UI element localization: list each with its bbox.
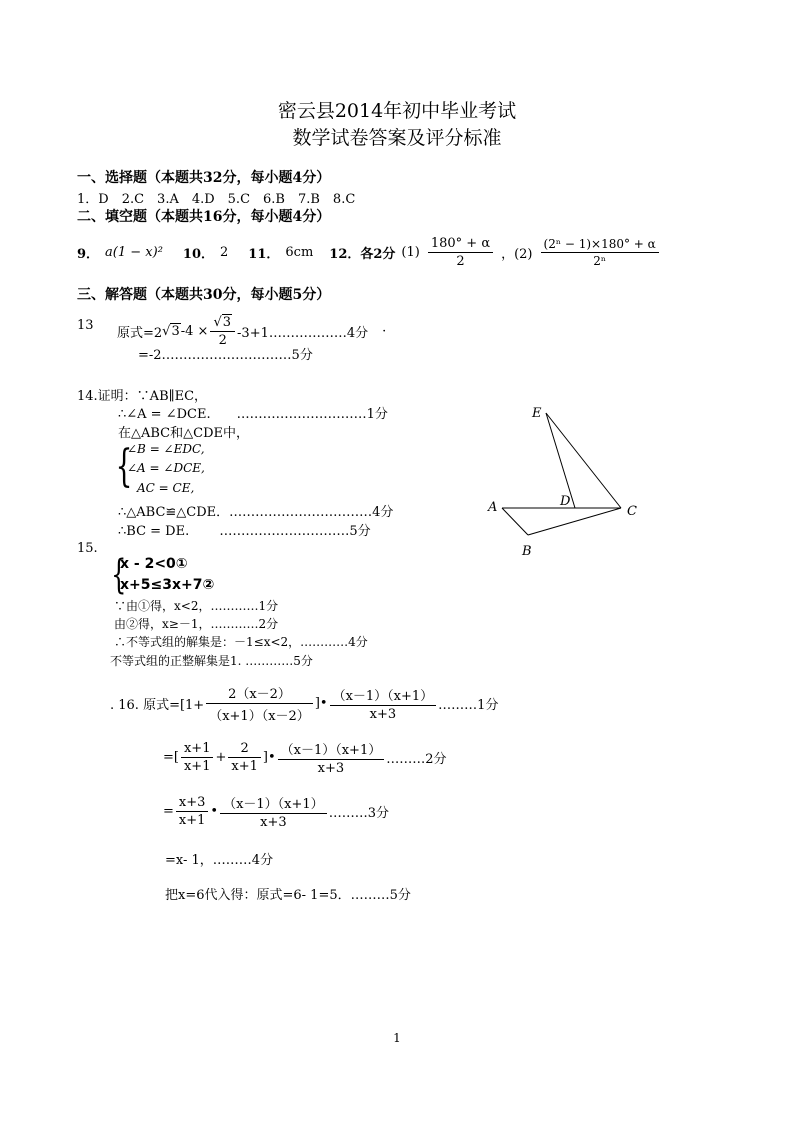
- q16-l2-frac2-num: 2: [228, 741, 261, 758]
- choice-answers: 1．D 2.C 3.A 4.D 5.C 6.B 7.B 8.C: [77, 192, 356, 207]
- q11-answer: 6cm: [285, 245, 314, 260]
- q12-part1-fraction: [428, 236, 493, 269]
- q16-line5: 把x=6代入得：原式=6- 1=5．………5分: [165, 888, 411, 903]
- q16-l2-mid: ]•: [262, 750, 276, 765]
- q14-condition3: AC = CE,: [137, 481, 195, 495]
- q15-line3: ∴不等式组的解集是：－1≤x<2，…………4分: [114, 635, 368, 649]
- q15-inequality1: x - 2<0①: [120, 556, 188, 572]
- q16-line3: [163, 793, 389, 830]
- q16-l2-frac2-den: x+1: [231, 759, 258, 774]
- q12-part1-prefix: (1): [401, 245, 420, 260]
- q16-l1-frac2: [330, 685, 437, 722]
- section-heading-choice: 一、选择题（本题共32分，每小题4分）: [77, 170, 331, 186]
- q16-l2-frac1-den: x+1: [183, 759, 211, 774]
- segment-bc: [528, 508, 621, 535]
- q11-label: 11．: [248, 247, 280, 262]
- q14-line1: 14.证明：∵AB∥EC，: [77, 389, 208, 404]
- q13-mid: -4 ×: [180, 323, 209, 339]
- segment-ab: [502, 508, 528, 535]
- q16-l1-frac1-den: （x+1）（x－2）: [209, 709, 310, 724]
- q13-line1: [117, 314, 386, 348]
- q16-l1-suffix: ………1分: [438, 698, 499, 713]
- q13-radicand1: 3: [171, 324, 180, 339]
- q10-label: 10．: [182, 247, 215, 262]
- page-number: 1: [393, 1031, 401, 1045]
- q15-inequality2: x+5≤3x+7②: [120, 577, 215, 593]
- fill-answers-row: [77, 236, 661, 269]
- q13-frac-num: √3: [210, 314, 235, 332]
- label-D: D: [560, 494, 571, 509]
- q16-l3-prefix: =: [163, 804, 174, 819]
- q13-fraction: [210, 314, 235, 348]
- q15-brace: {: [111, 552, 127, 598]
- q16-l2-frac1: [181, 741, 214, 774]
- q13-frac-radicand: 3: [222, 315, 232, 330]
- q16-l2-frac3-den: x+3: [317, 761, 345, 776]
- q14-line4: ∴△ABC≌△CDE．……………………………4分: [118, 505, 394, 520]
- q10-answer: 2: [220, 245, 229, 260]
- q16-l1-frac2-num: （x－1）（x+1）: [330, 685, 437, 706]
- q16-line4: =x- 1，………4分: [165, 853, 274, 868]
- q14-line2: ∴∠A = ∠DCE. …………………………1分: [118, 407, 388, 422]
- q12-part1-den: 2: [456, 254, 465, 269]
- q16-l3-frac2-den: x+3: [260, 815, 287, 830]
- q15-line2: 由②得，x≥－1，…………2分: [114, 617, 279, 631]
- q12-part2-den: 2ⁿ: [593, 254, 607, 268]
- q12-part2-prefix: ，(2): [501, 247, 533, 262]
- q16-l3-frac1-num: x+3: [176, 795, 209, 812]
- q13-number: 13: [77, 318, 94, 333]
- q16-l2-frac3-num: （x－1）（x+1）: [278, 739, 385, 760]
- q16-l3-frac1-den: x+1: [178, 813, 206, 828]
- page-title: 密云县2014年初中毕业考试: [277, 100, 517, 122]
- q16-l1-frac1: [206, 683, 313, 724]
- q12-part1-num: 180° + α: [428, 236, 493, 253]
- q16-line1: [110, 683, 498, 724]
- label-E: E: [532, 406, 542, 421]
- sqrt-symbol: √: [162, 323, 171, 339]
- q16-l1-frac2-den: x+3: [369, 707, 397, 722]
- q14-condition2: ∠A = ∠DCE,: [127, 461, 205, 475]
- q16-l2-frac3: [278, 739, 385, 776]
- triangle-figure: [480, 395, 650, 565]
- q16-l2-plus: +: [215, 750, 227, 765]
- q14-condition1: ∠B = ∠EDC,: [127, 442, 205, 456]
- q14-line3: 在△ABC和△CDE中，: [118, 426, 249, 441]
- q16-l2-prefix: =[: [163, 750, 179, 765]
- q16-l2-frac2: [228, 741, 261, 774]
- section-heading-solve: 三、解答题（本题共30分，每小题5分）: [77, 287, 331, 303]
- q16-l2-suffix: ………2分: [386, 752, 447, 767]
- q9-answer: a(1 − x)²: [105, 245, 163, 260]
- label-C: C: [627, 504, 637, 519]
- q13-prefix: 原式=2: [117, 325, 163, 341]
- q16-l2-frac1-num: x+1: [181, 741, 214, 758]
- q16-l1-mid: ]•: [314, 696, 328, 711]
- q14-line5: ∴BC = DE. …………………………5分: [118, 524, 371, 539]
- q16-l1-frac1-num: 2（x－2）: [206, 683, 313, 704]
- label-B: B: [522, 544, 532, 559]
- q9-label: 9．: [77, 247, 100, 262]
- q16-l3-mid: •: [210, 804, 219, 819]
- q15-line4: 不等式组的正整解集是1. …………5分: [110, 654, 313, 668]
- section-heading-fill: 二、填空题（本题共16分，每小题4分）: [77, 209, 331, 225]
- segment-ec: [546, 413, 621, 508]
- q12-part2-fraction: [541, 237, 659, 268]
- q13-frac-den: 2: [218, 333, 227, 348]
- q12-part2-num: (2ⁿ − 1)×180° + α: [541, 237, 659, 253]
- q15-line1: ∵由①得，x<2，…………1分: [114, 599, 279, 613]
- q15-number: 15.: [77, 541, 98, 556]
- q13-suffix: -3+1………………4分: [237, 325, 369, 341]
- q16-l3-frac1: [176, 795, 209, 828]
- q16-l3-frac2: [220, 793, 327, 830]
- q16-l3-frac2-num: （x－1）（x+1）: [220, 793, 327, 814]
- q12-label: 12．各2分: [329, 247, 396, 262]
- q13-line2: =-2…………………………5分: [138, 348, 313, 363]
- page-subtitle: 数学试卷答案及评分标准: [292, 127, 502, 149]
- q16-l3-suffix: ………3分: [328, 806, 389, 821]
- q16-line2: [163, 739, 447, 776]
- q16-l1-prefix: . 16. 原式=[1+: [110, 698, 205, 713]
- q13-dot: ·: [382, 323, 387, 339]
- system-brace: {: [115, 441, 133, 492]
- label-A: A: [488, 500, 498, 515]
